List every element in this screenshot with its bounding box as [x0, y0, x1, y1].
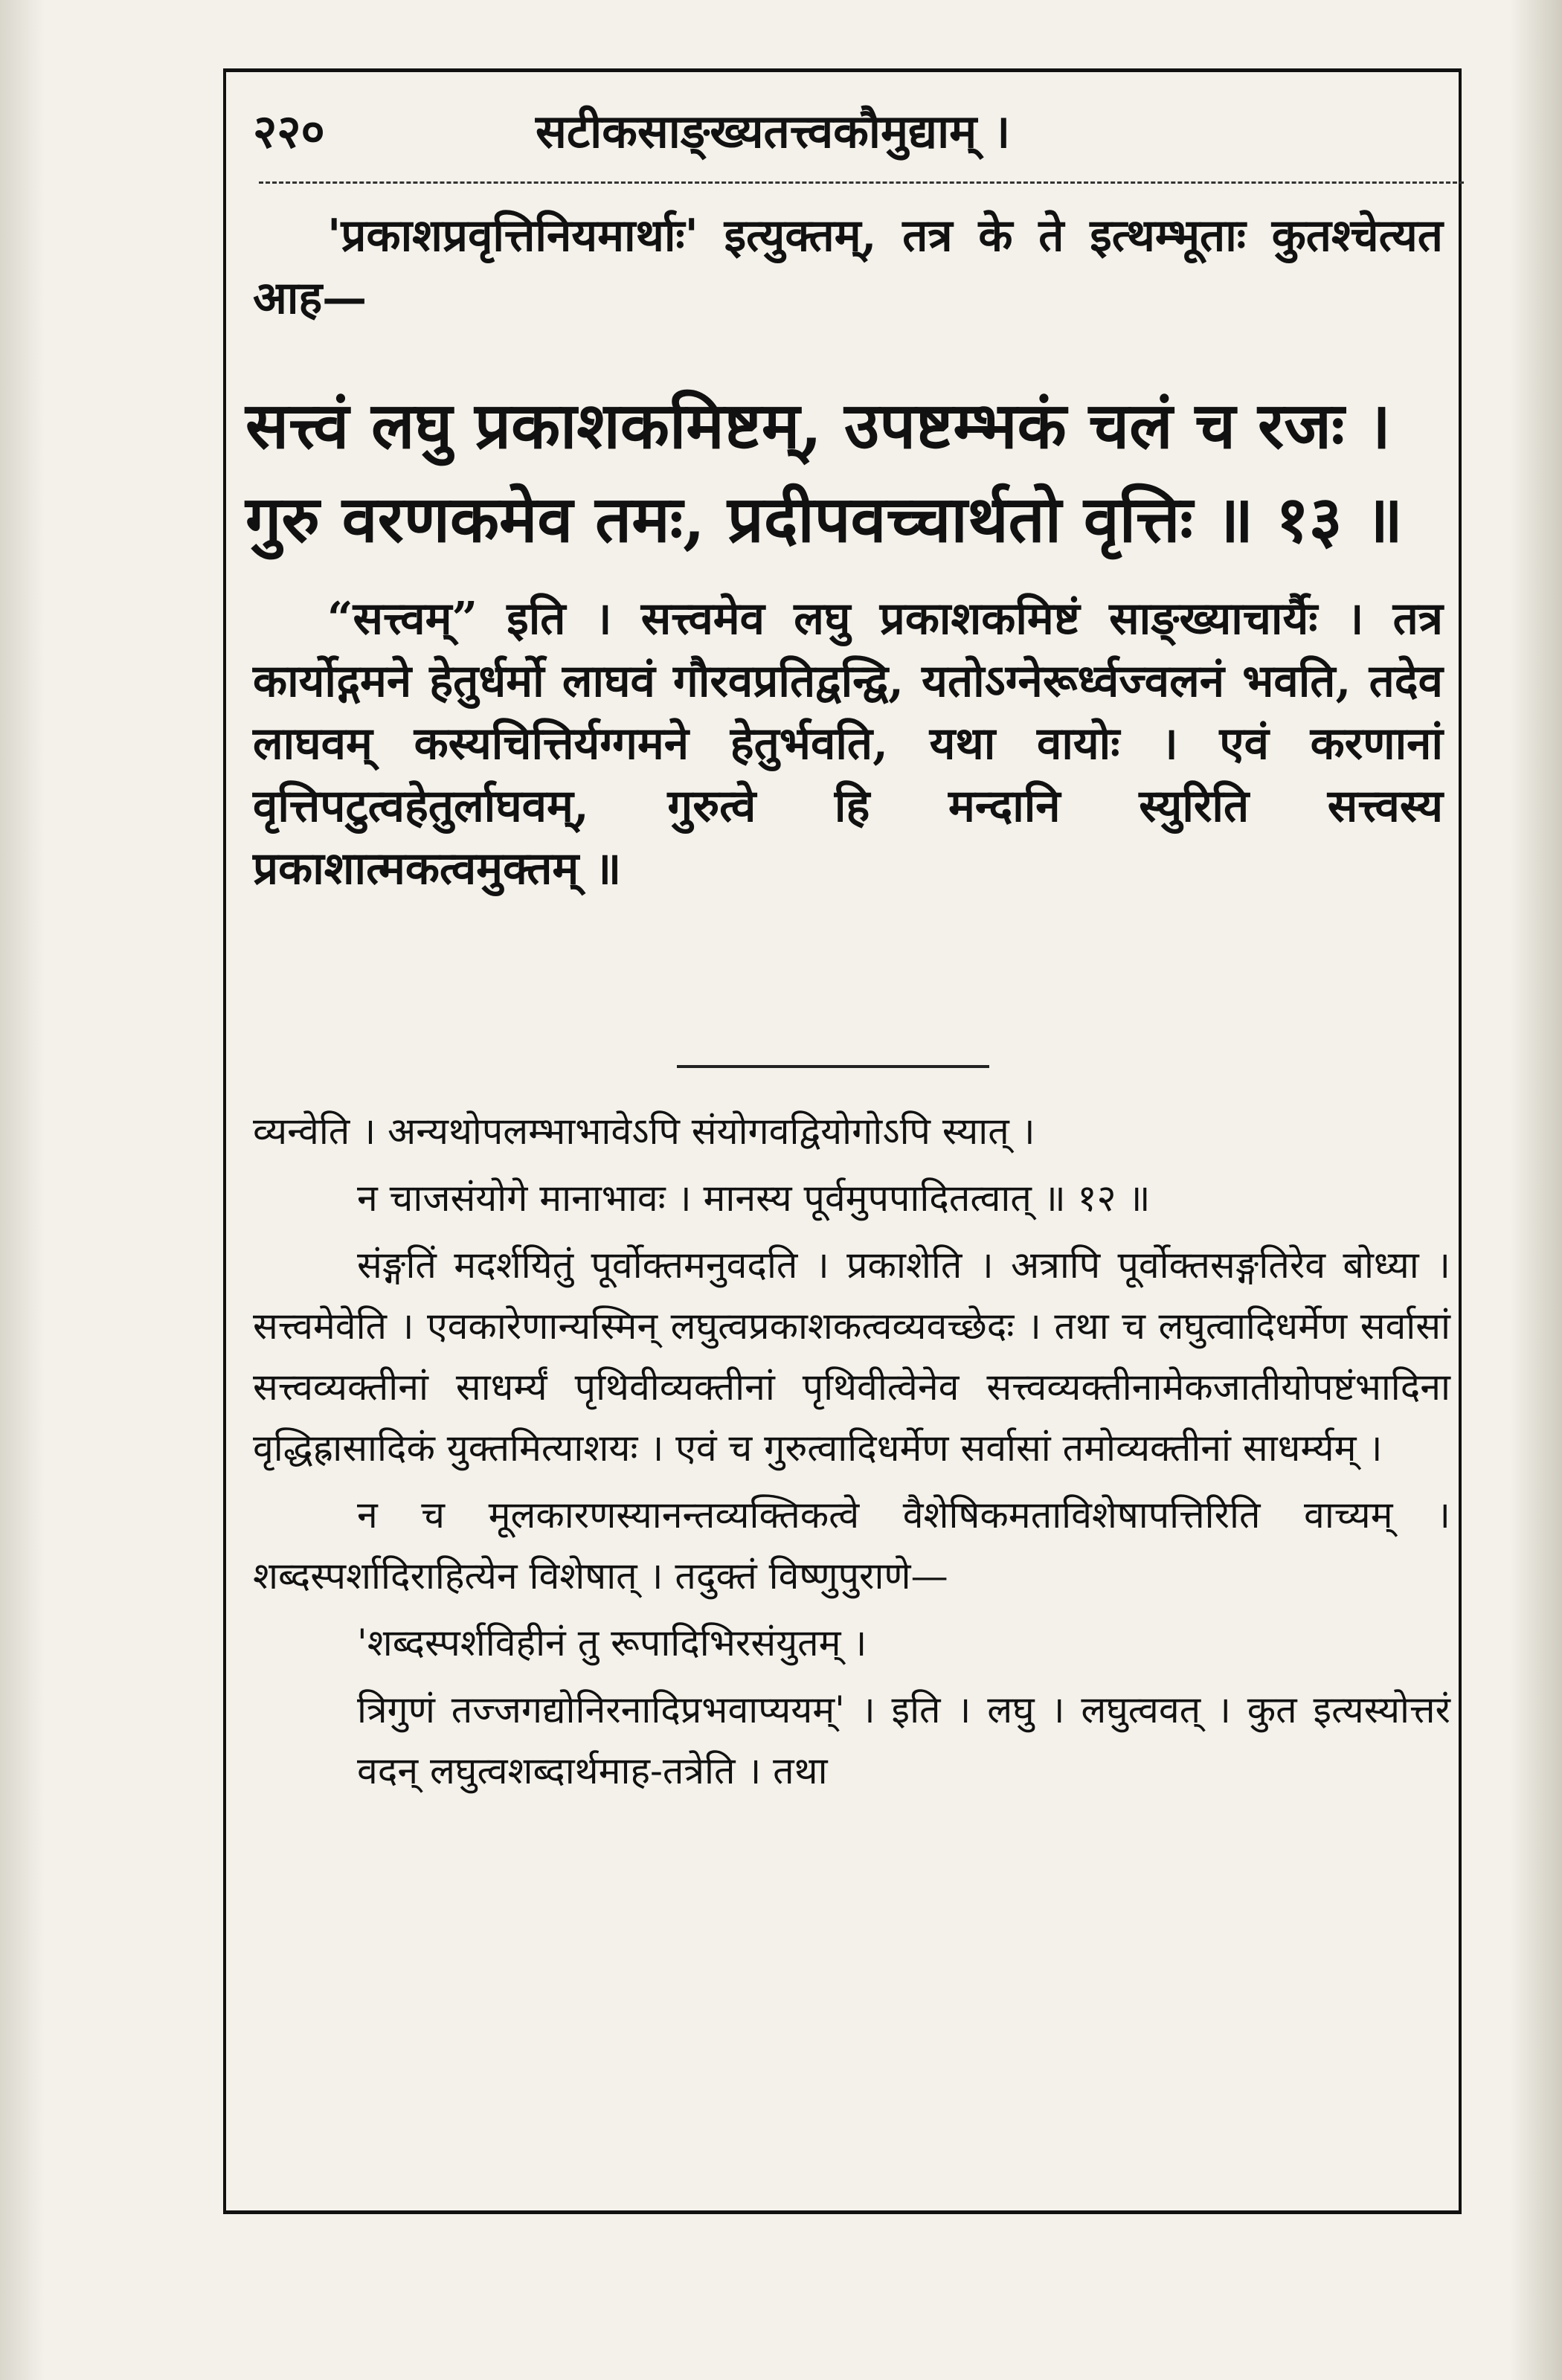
page-gutter-right [1510, 0, 1562, 2380]
page-gutter-left [0, 0, 45, 2380]
note-paragraph-2: न चाजसंयोगे मानाभावः । मानस्य पूर्वमुपपादितत्वात् ॥ १२ ॥ [357, 1177, 1151, 1220]
karika-verse [245, 379, 1450, 567]
intro-text [253, 205, 1443, 329]
header-divider [259, 181, 1464, 184]
commentary-paragraph: “सत्त्वम्” इति । सत्त्वमेव लघु प्रकाशकमिष्टं साङ्ख्याचार्यैः । तत्र कार्योद्गमने हेतुर्धर्मो लाघवं गौरवप्रतिद्वन्द्वि, यतोऽग्नेरूर्ध्वज्वलनं भवति, तदेव लाघवम् कस्यचित्तिर्यग्गमने हेतुर्भवति, यथा वायोः । एवं करणानां वृत्तिपटुत्वहेतुर्लाघवम्, गुरुत्वे हि मन्दानि स्युरिति सत्त्वस्य प्रकाशात्मकत्वमुक्तम् ॥ [253, 593, 1443, 895]
page-header [253, 86, 1443, 167]
section-separator [677, 1065, 989, 1068]
running-title: सटीकसाङ्ख्यतत्त्वकौमुद्याम् । [536, 104, 1011, 158]
intro-paragraph: 'प्रकाशप्रवृत्तिनियमार्थाः' इत्युक्तम्, तत्र के ते इत्थम्भूताः कुतश्चेत्यत आह— [253, 210, 1443, 324]
note-paragraph-1: व्यन्वेति । अन्यथोपलम्भाभावेऽपि संयोगवद्वियोगोऽपि स्यात् । [253, 1110, 1035, 1153]
quoted-verse-line-2: त्रिगुणं तज्जगद्योनिरनादिप्रभवाप्ययम्' । इति । लघु । लघुत्ववत् । कुत इत्यस्योत्तरं वदन् लघुत्वशब्दार्थमाह-तत्रेति । तथा [357, 1688, 1450, 1792]
karika-line-1: सत्त्वं लघु प्रकाशकमिष्टम्, उपष्टम्भकं चलं च रजः । [245, 388, 1391, 463]
subcommentary [253, 1101, 1450, 1807]
page-number: २२० [253, 104, 325, 158]
note-paragraph-4: न च मूलकारणस्यानन्तव्यक्तिकत्वे वैशेषिकमताविशेषापत्तिरिति वाच्यम् । शब्दस्पर्शादिराहित्येन विशेषात् । तदुक्तं विष्णुपुराणे— [253, 1493, 1450, 1598]
karika-line-2: गुरु वरणकमेव तमः, प्रदीपवच्चार्थतो वृत्तिः ॥ १३ ॥ [245, 482, 1404, 557]
note-paragraph-3: संङ्गतिं मदर्शयितुं पूर्वोक्तमनुवदति । प्रकाशेति । अत्रापि पूर्वोक्तसङ्गतिरेव बोध्या । सत्त्वमेवेति । एवकारेणान्यस्मिन् लघुत्वप्रकाशकत्वव्यवच्छेदः । तथा च लघुत्वादिधर्मेण सर्वासां सत्त्वव्यक्तीनां साधर्म्यं पृथिवीव्यक्तीनां पृथिवीत्वेनेव सत्त्वव्यक्तीनामेकजातीयोपष्टंभादिना वृद्धिह्रासादिकं युक्तमित्याशयः । एवं च गुरुत्वादिधर्मेण सर्वासां तमोव्यक्तीनां साधर्म्यम् । [253, 1244, 1450, 1470]
quoted-verse-line-1: 'शब्दस्पर्शविहीनं तु रूपादिभिरसंयुतम् । [357, 1621, 867, 1665]
commentary [253, 588, 1443, 900]
